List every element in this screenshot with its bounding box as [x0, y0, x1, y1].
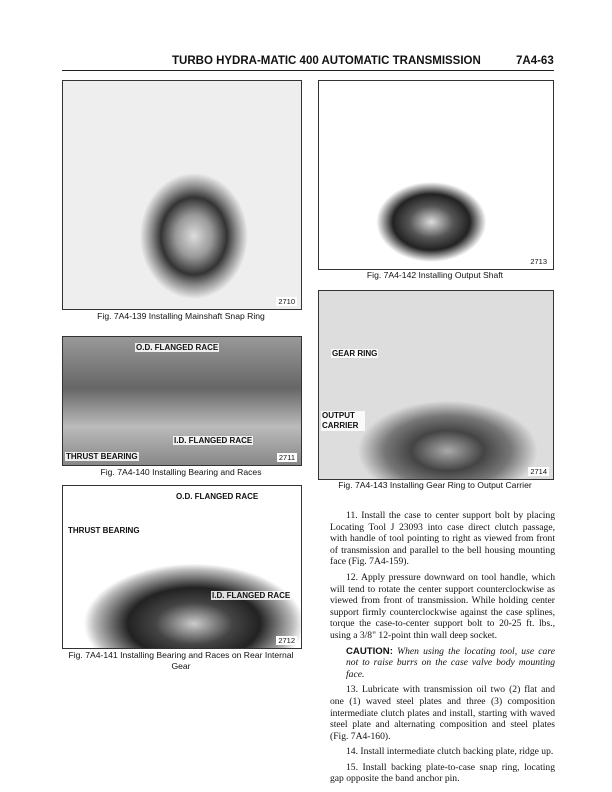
figure-7a4-143-photo: [318, 290, 554, 480]
figure-7a4-140-photo: [62, 336, 302, 466]
callout-label: GEAR RING: [332, 349, 378, 358]
figure-caption: Fig. 7A4-139 Installing Mainshaft Snap Ring: [97, 311, 265, 321]
step-13: 13. Lubricate with transmission oil two (2) flat and one (1) waved steel plates and three (3) composition intermediate clutch plates and install, starting with waved steel plate and alternating composition and steel plates (Fig. 7A4-160).: [330, 684, 555, 742]
callout-label: THRUST BEARING: [68, 526, 140, 535]
figure-number: 2711: [278, 453, 295, 462]
caution-text: When using the locating tool, use care not to raise burrs on the case valve body mounting face.: [346, 645, 555, 680]
step-15: 15. Install backing plate-to-case snap ring, locating gap opposite the band anchor pin.: [330, 761, 555, 785]
running-header-title: TURBO HYDRA-MATIC 400 AUTOMATIC TRANSMISSION: [172, 55, 481, 67]
figure-caption: Fig. 7A4-142 Installing Output Shaft: [366, 270, 504, 280]
figure-number: 2713: [530, 257, 547, 266]
callout-label: THRUST BEARING: [66, 452, 138, 461]
callout-label: I.D. FLANGED RACE: [212, 591, 291, 600]
step-14: 14. Install intermediate clutch backing plate, ridge up.: [346, 746, 554, 758]
figure-7a4-141-photo: [62, 485, 302, 649]
body-text: [330, 510, 555, 789]
caution-label: CAUTION:: [346, 645, 393, 657]
figure-caption: Fig. 7A4-141 Installing Bearing and Races on Rear Internal Gear: [68, 650, 294, 671]
callout-label: O.D. FLANGED RACE: [176, 492, 259, 501]
step-11: 11. Install the case to center support bolt by placing Locating Tool J 23093 into case direct clutch passage, with handle of tool pointing to right as viewed from front of transmission and parallel to the bell housing mounting face (Fig. 7A4-159).: [330, 510, 555, 568]
figure-number: 2712: [278, 636, 295, 645]
figure-number: 2710: [278, 297, 295, 306]
caution-note: [346, 646, 555, 681]
figure-number: 2714: [530, 467, 547, 476]
page-number: 7A4-63: [516, 55, 554, 67]
figure-caption: Fig. 7A4-143 Installing Gear Ring to Output Carrier: [338, 480, 532, 490]
callout-label: OUTPUT CARRIER: [321, 411, 365, 431]
header-rule: [62, 70, 554, 71]
figure-7a4-142-photo: [318, 80, 554, 270]
figure-caption: Fig. 7A4-140 Installing Bearing and Races: [100, 467, 262, 477]
callout-label: O.D. FLANGED RACE: [136, 343, 219, 352]
figure-7a4-139-photo: [62, 80, 302, 310]
callout-label: I.D. FLANGED RACE: [174, 436, 253, 445]
step-12: 12. Apply pressure downward on tool handle, which will tend to rotate the center support counterclockwise as viewed from front of transmission. While holding center support firmly counterclockwise against the case splines, torque the case-to-center support bolt to 20-25 ft. lbs., using a 3/8" 12-point thin wall deep socket.: [330, 571, 555, 641]
